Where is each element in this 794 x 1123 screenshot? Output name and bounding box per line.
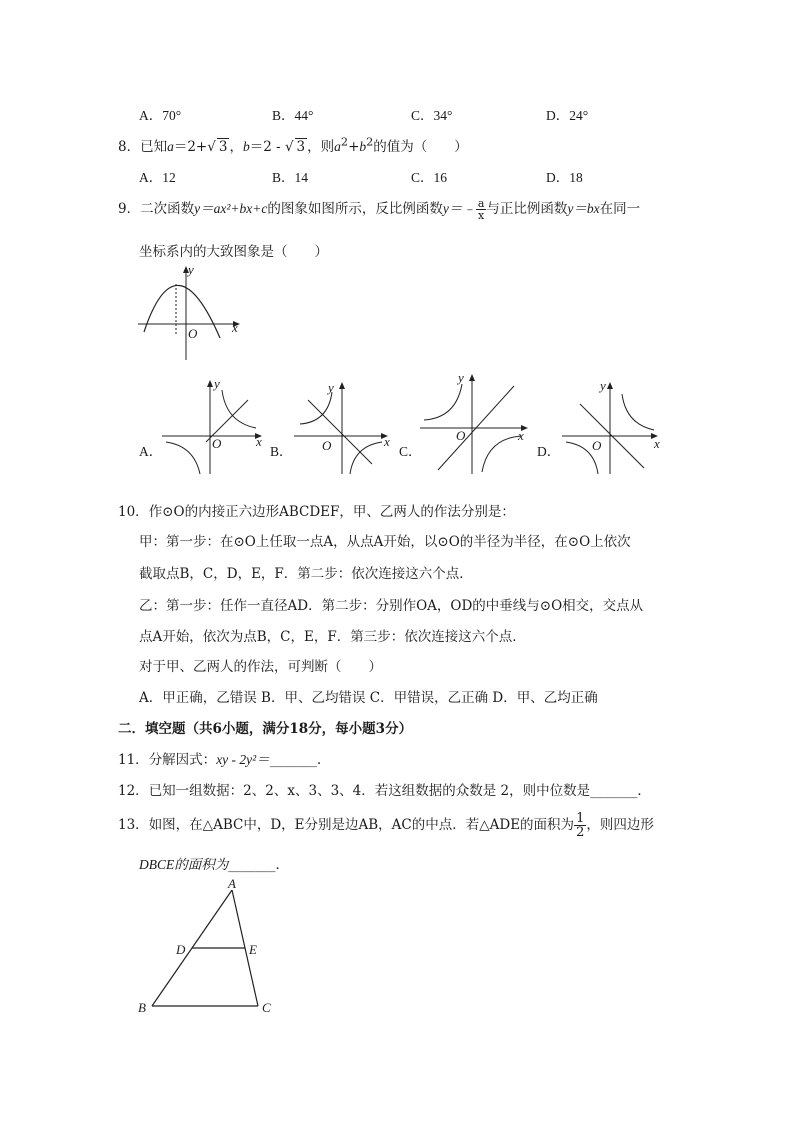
y-arrow-icon — [469, 374, 475, 381]
hyperbola-branch-1 — [622, 394, 654, 430]
q8-option-c: C．16 — [411, 170, 448, 185]
q9-text-mid: 的图象如图所示，反比例函数 — [267, 201, 443, 217]
q13-frac-num: 1 — [576, 811, 585, 826]
q10-judge: 对于甲、乙两人的作法，可判断（ ） — [139, 659, 382, 675]
y-arrow-icon — [207, 380, 213, 387]
q8-sqrt-sign-b: √ — [284, 139, 294, 155]
vertex-b-label: B — [138, 1000, 146, 1015]
q10-yi-line1: 乙：第一步：任作一直径AD．第二步：分别作OA，OD的中垂线与⊙O相交，交点从 — [139, 598, 644, 614]
hyperbola-branch-1 — [424, 384, 462, 420]
q9-option-c-label: C． — [399, 444, 422, 459]
y-label: y — [214, 376, 220, 391]
origin-label: O — [456, 428, 466, 443]
q8-ask-b: b — [359, 139, 367, 154]
x-label: x — [654, 436, 660, 451]
q9-text-pre: 二次函数 — [140, 201, 195, 217]
q8-ask-plus: + — [348, 139, 360, 155]
x-label: x — [232, 320, 238, 335]
q13-line2-text: DBCE的面积为 — [139, 857, 229, 872]
q13-line2 — [139, 853, 289, 873]
q13-stem-post: ，则四边形 — [586, 817, 654, 833]
q13-stem — [118, 812, 654, 839]
q7-option-c: C．34° — [411, 108, 453, 123]
q13-frac-den: 2 — [576, 825, 585, 840]
q12-stem-text: 已知一组数据：2、2、x、3、3、4．若这组数据的众数是 2，则中位数是 — [148, 783, 591, 799]
point-e-label: E — [249, 942, 257, 957]
q7-option-d: D．24° — [546, 108, 589, 123]
origin-label: O — [592, 438, 602, 453]
q10-options: A．甲正确，乙错误 B．甲、乙均错误 C．甲错误，乙正确 D．甲、乙均正确 — [139, 690, 598, 706]
q8-root-a: 3 — [218, 139, 228, 155]
vertex-a-label: A — [228, 876, 236, 891]
q10-number: 10． — [118, 504, 149, 520]
point-d-label: D — [176, 942, 186, 957]
q13-stem-text: 如图，在△ABC中，D，E分别是边AB，AC的中点．若△ADE的面积为 — [148, 817, 575, 833]
q13-triangle-figure — [134, 876, 284, 1021]
y-label: y — [328, 380, 334, 395]
origin-label: O — [188, 326, 198, 341]
q9-stem-line2: 坐标系内的大致图象是（ ） — [139, 244, 328, 260]
x-label: x — [518, 428, 524, 443]
q9-option-d-graph — [560, 374, 670, 474]
q8-b-eq: ＝2 - — [249, 139, 285, 155]
q8-ask-pre: ，则 — [307, 139, 335, 155]
origin-label: O — [322, 438, 332, 453]
hyperbola-branch-2 — [166, 442, 200, 474]
q9-option-b-graph — [292, 374, 397, 474]
y-arrow-icon — [339, 382, 345, 389]
q8-root-b: 3 — [296, 139, 306, 155]
q8-sqrt-sign: √ — [207, 139, 216, 155]
q12-answer-blank[interactable]: _______ — [590, 783, 638, 799]
q11-stem — [118, 748, 330, 768]
q9-expr-linear: y＝bx — [567, 201, 600, 216]
q11-stem-text: 分解因式： — [148, 752, 217, 768]
hyperbola-branch-2 — [482, 436, 522, 472]
parabola-curve — [144, 285, 220, 338]
q13-end: ． — [275, 857, 289, 873]
q9-frac-den: x — [478, 209, 485, 222]
q11-number: 11． — [118, 752, 149, 768]
q12-stem — [118, 779, 651, 799]
q9-number: 9． — [118, 201, 141, 217]
q10-yi-line2: 点A开始，依次为点B，C，E，F．第三步：依次连接这六个点． — [139, 629, 526, 645]
q13-fraction — [574, 812, 586, 839]
q9-text-mid2: 与正比例函数 — [486, 201, 568, 217]
q8-sep: ， — [229, 139, 243, 155]
q9-frac-num: a — [477, 197, 485, 210]
q10-jia-line2: 截取点B，C，D，E，F．第二步：依次连接这六个点． — [139, 566, 473, 582]
q8-text-a: 已知 — [140, 139, 168, 155]
q8-ask-a: a — [334, 139, 341, 154]
q8-stem — [118, 135, 468, 155]
q9-parabola-graph — [136, 262, 246, 362]
q9-option-a-label: A． — [139, 444, 163, 459]
x-label: x — [256, 434, 262, 449]
q13-answer-blank[interactable]: _______ — [228, 857, 276, 873]
line-graph — [308, 400, 372, 464]
q8-option-b: B．14 — [272, 170, 309, 185]
q8-number: 8． — [118, 139, 141, 155]
q8-a-var: a — [167, 139, 174, 154]
y-label: y — [458, 370, 464, 385]
q12-end: ． — [637, 783, 651, 799]
q8-ask-post: 的值为（ ） — [373, 139, 468, 155]
q9-option-c-graph — [418, 366, 533, 476]
q8-ask-sup1: 2 — [340, 135, 349, 149]
q9-option-b-label: B． — [270, 444, 293, 459]
q8-b-var: b — [242, 139, 250, 154]
q9-expr-inverse: y＝﹣ — [442, 201, 476, 216]
q9-text-post: 在同一 — [599, 201, 641, 217]
q12-number: 12． — [118, 783, 149, 799]
q11-answer-blank[interactable]: _______ — [269, 752, 317, 768]
q8-option-d: D．18 — [546, 170, 583, 185]
q11-expr: xy - 2y²＝ — [216, 752, 270, 767]
q10-stem — [118, 500, 515, 520]
q13-number: 13． — [118, 817, 149, 833]
q8-ask-sup2: 2 — [366, 135, 374, 149]
q9-fraction — [476, 198, 487, 221]
q8-a-eq: ＝2+ — [173, 139, 208, 155]
x-label: x — [384, 434, 390, 449]
q7-option-a: A．70° — [139, 108, 182, 123]
y-arrow-icon — [607, 382, 613, 389]
q8-option-a: A．12 — [139, 170, 176, 185]
q9-stem-line1 — [118, 197, 640, 221]
y-label: y — [600, 378, 606, 393]
y-label: y — [188, 262, 194, 277]
q11-end: ． — [316, 752, 331, 768]
q9-option-a-graph — [160, 374, 265, 474]
vertex-c-label: C — [262, 1000, 271, 1015]
q10-stem-text: 作⊙O的内接正六边形ABCDEF，甲、乙两人的作法分别是： — [148, 504, 515, 520]
section-2-title: 二．填空题（共6小题，满分18分，每小题3分） — [118, 721, 413, 737]
q7-option-b: B．44° — [272, 108, 314, 123]
origin-label: O — [212, 436, 222, 451]
q10-jia-line1: 甲：第一步：在⊙O上任取一点A，从点A开始，以⊙O的半径为半径，在⊙O上依次 — [139, 534, 631, 550]
q9-expr-quadratic: y＝ax²+bx+c — [194, 201, 268, 216]
q9-option-d-label: D． — [537, 444, 561, 459]
